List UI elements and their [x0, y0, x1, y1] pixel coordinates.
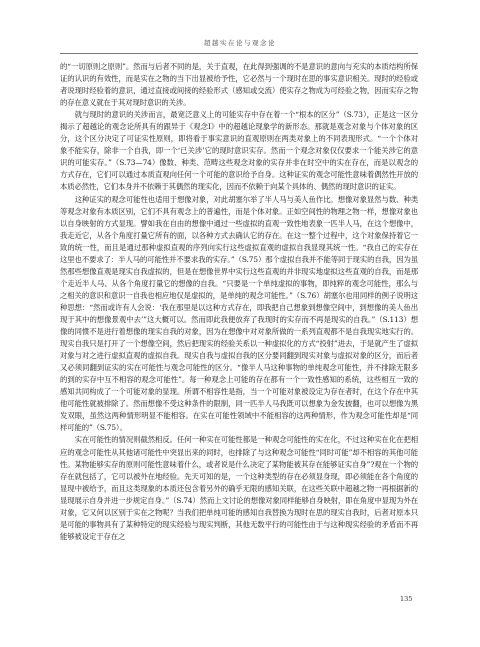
paragraph: 的“一切原则之原则”。然而与后者不同的是，关于直观，在此得到强调的不是意识的意向与充实的本质结构所保证的认识的有效性，而是实在之物的当下出显被给予性，它必然与一个现时在思的事实意识相关。现时的经验或者说现时经验着的意识，通过直接或间接的经验形式（感知或交流）使实存之物成为可经验之物，因而实存之物的存在意义就在于其对现时意识的关涉。: [60, 62, 418, 108]
running-header: 超越实在论与观念论: [204, 39, 276, 47]
paragraph: 实在可能性的情况则截然相反。任何一种实在可能性都是一种观念可能性的实在化，不过这种实在化在把相应的观念可能性从其他诸可能性中突显出来的同时，也排除了与这种观念可能性“同时可能”却不相容的其他可能性。某物能够实存的原则可能性意味着什么，或者说是什么决定了某物能被其存在能够证实自身”?观在一个物的存在就包括了，它可以被外在地经验。先天可知的是，一个这种类型的存在必须显身现，即必须能在各个角度的显现中被给予，而且这类现象的本质还包含着另外的确乎无限的感知关联，在这些关联中超越之物一再根据新的显现展示自身并进一步规定自身。”（S.74）然而上文讨论的想像对象同样能够自身映射，即在角度中显现为外在对象，它又何以区别于实在之物呢？当我们把单纯可能的感知自我替换为现时在思的现实自我时，后者对原本只是可能的事物具有了某种特定的现实经验与现实判断，其他无数平行的可能性由于与这种现实经验的矛盾而不再能够被设定于存在之: [60, 435, 418, 541]
paragraph: 这种证实的观念可能性也适用于想像对象，对此胡塞尔举了半人马与美人鱼作比。想像对象显然与数、种类等观念对象有本质区别，它们不具有观念上的普遍性，而是个体对象。正如空间性的物理之物一样，想像对象也以自身映射的方式显现。譬如我在自由的想像中通过一些虚拟的直观一致性地表象一匹半人马，在这个想像中，我走近它，从各个角度打量它所有的面，以各种方式去确认它的存在。在这一整个过程中，这个对象保持着它一致的统一性，而且是通过那种虚拟直观的序列向实行这些虚拟直观的虚拟自我显现其统一性。“我自己的实存在这里也不要求了：半人马的可能性并不要求我的实存。”（S.75）那个虚拟自我并不能等同于现实的自我，因为虽然那些想像直观是现实自我虚拟的，但是在想像世界中实行这些直观的并非现实地虚拟这些直观的自我，而是那个走近半人马、从各个角度打量它的想像的自我。“只要是一个单纯虚拟的事物，即纯粹的观念可能性，那么与之相关的意识和意识一自我也相应地仅是虚拟的，是单纯的观念可能性。”（S.76）胡塞尔也用同样的例子说明这种思想：“然而或许有人会说：‘我在那里是以这种方式存在，即我把自己想象到想像空间中，到想像的美人鱼出现于其中的想像景观中去’”这大概可以。然而即此我便放弃了我现时的实存而不再是现实的自我。”（S.113）想像的同惯不是进行着想像的现实自我的对象，因为在想像中对对象所做的一系列直观都不是自我现实地实行的。现实自我只是打开了一个想像空间，然后把现实的经验关系以一种虚拟化的方式“投射”进去，于是就产生了虚拟对象与对之进行虚拟直观的虚拟自我。现实自我与虚拟自我的区分要同翻到现实对象与虚拟对象的区分，而后者又必须同翻到证实的实在可能性与观念可能性的区分。“像半人马这种事物的单纯观念可能性，并不排除无限多的到的实存中互不相容的观念可能性”。每一种观念上可能的存在都有一个一致性感知的系统，这些相互一致的感知共同构成了一个可能对象的显现。所谓不相容性是指，当一个可能对象被设定为存在者时，在这个存在中其他可能性就被排除了。然而想像不受这种条件的限制，同一匹半人马我既可以想象为金发披翻，也可以想像为黑发双眼，虽然这两种情形明显不能相容。在实在可能性领域中不能相容的这两种情形，作为观念可能性却是“同样可能的”（S.75）。: [60, 194, 418, 433]
paragraph: 就与现时的意识的关涉而言，最宽泛意义上的可能实存中存在着一个“根本的区分”（S.73），正是这一区分揭示了超越论的观念论所具有的跟异于《观念I》中的超越论现象学的新形态。那就是观念对象与个体对象的区分，这个区分决定了可证实性原则，即将看于事实意识的直观原则在两类对象上的不同表现形式。“一个个体对象不能实存，除非一个自我，即一个‘已关涉’它的现时意识实存。然而一个观念对象仅仅要求一个能关涉它的意识的可能实存。”（S.73—74）像数、种类、范畴这些观念对象的实存并非在时空中的实在存在，而是以观念的方式存在，它们可以通过本质直观向任何一个可能的意识给予自身。这种证实的观念可能性意味着偶然性开放的本质必然性，它们本身并不依赖于其偶然的现实化，因而不依赖于向某个具体的、偶然的现时意识的证实。: [60, 110, 418, 192]
header-rule: [60, 53, 418, 54]
body-text: [60, 61, 418, 543]
page-number: 135: [400, 595, 413, 603]
